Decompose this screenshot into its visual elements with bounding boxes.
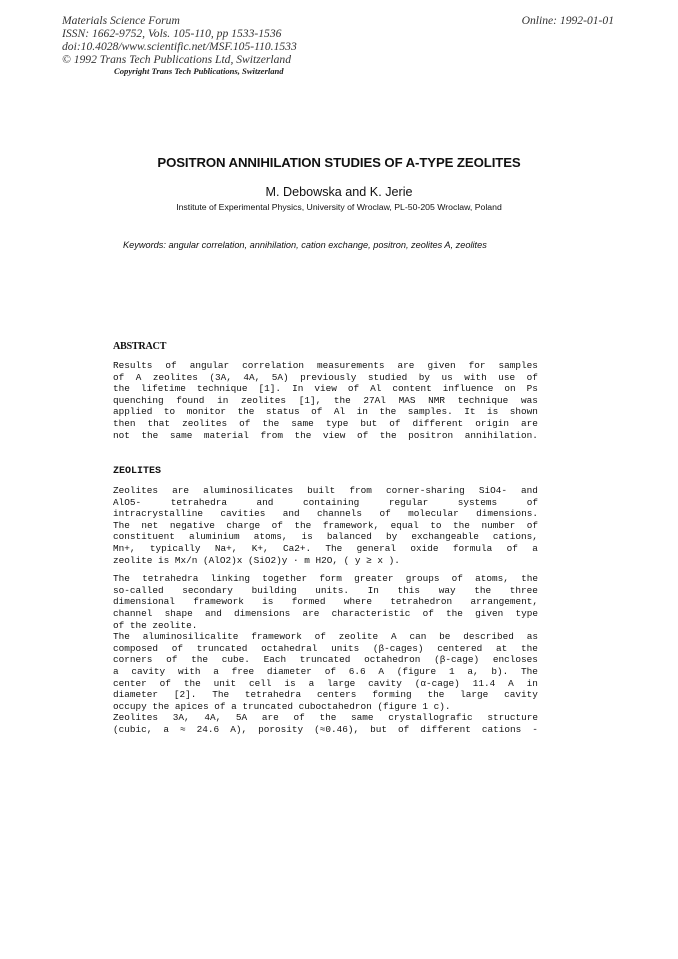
zeolites-line: The tetrahedra linking together form greater groups of atoms, the [113, 573, 538, 585]
issn-line: ISSN: 1662-9752, Vols. 105-110, pp 1533-1536 [62, 27, 282, 40]
zeolites-line: so-called secondary building units. In this way the three [113, 584, 538, 596]
publisher-line: © 1992 Trans Tech Publications Ltd, Switzerland [62, 53, 292, 66]
zeolites-line: constituent aluminium atoms, is balanced by exchangeable cations, [113, 531, 538, 543]
zeolites-line: The aluminosilicalite framework of zeolite A can be described as [113, 631, 538, 643]
paper-authors: M. Debowska and K. Jerie [265, 185, 413, 199]
zeolites-line: Zeolites 3A, 4A, 5A are of the same crystallografic structure [113, 712, 538, 724]
abstract-heading: ABSTRACT [113, 341, 167, 352]
zeolites-line: of the zeolite. [113, 619, 198, 631]
doi-line: doi:10.4028/www.scientific.net/MSF.105-110.1533 [62, 40, 297, 53]
zeolites-line: center of the unit cell is a large cavity (α-cage) 11.4 A in [113, 677, 538, 689]
zeolites-text [113, 485, 538, 735]
abstract-line: of A zeolites (3A, 4A, 5A) previously studied by us with use of [113, 371, 538, 383]
zeolites-line: intracrystalline cavities and channels of molecular dimensions. [113, 508, 538, 520]
abstract-text [113, 360, 538, 441]
paper-title: POSITRON ANNIHILATION STUDIES OF A-TYPE ZEOLITES [157, 155, 521, 170]
zeolites-line: composed of truncated octahedral units (β-cages) centered at the [113, 642, 538, 654]
online-date: Online: 1992-01-01 [521, 14, 614, 27]
zeolites-line: The net negative charge of the framework, equal to the number of [113, 519, 538, 531]
abstract-line: applied to monitor the status of Al in the samples. It is shown [113, 406, 538, 418]
zeolites-line: Zeolites are aluminosilicates built from corner-sharing SiO4- and [113, 485, 538, 496]
zeolites-line: (cubic, a ≈ 24.6 A), porosity (≈0.46), but of different cations - [113, 723, 538, 735]
publication-meta [62, 14, 482, 66]
zeolites-heading: ZEOLITES [113, 466, 162, 477]
zeolites-line: Mn+, typically Na+, K+, Ca2+. The general oxide formula of a [113, 542, 538, 554]
journal-name: Materials Science Forum [62, 14, 180, 27]
author-affiliation: Institute of Experimental Physics, University of Wroclaw, PL-50-205 Wroclaw, Poland [176, 202, 502, 212]
copyright-notice: Copyright Trans Tech Publications, Switzerland [114, 66, 284, 76]
zeolites-line: channel shape and dimensions are characteristic of the given type [113, 607, 538, 619]
zeolites-line: zeolite is Mx/n (AlO2)x (SiO2)y · m H2O, ( y ≥ x ). [113, 554, 400, 566]
zeolites-line: occupy the apices of a truncated cuboctahedron (figure 1 c). [113, 700, 451, 712]
keywords-line: Keywords: angular correlation, annihilation, cation exchange, positron, zeolites A, zeolites [123, 240, 487, 250]
abstract-line: Results of angular correlation measurements are given for samples [113, 360, 538, 371]
abstract-line: not the same material from the view of the positron annihilation. [113, 429, 538, 441]
zeolites-line: diameter [2]. The tetrahedra centers forming the large cavity [113, 689, 538, 701]
abstract-line: the lifetime technique [1]. In view of Al content influence on Ps [113, 383, 538, 395]
zeolites-line: a cavity with a free diameter of 6.6 A (figure 1 a, b). The [113, 665, 538, 677]
abstract-line: then that zeolites of the same type but of different origin are [113, 417, 538, 429]
zeolites-line: AlO5- tetrahedra and containing regular systems of [113, 496, 538, 508]
zeolites-line: dimensional framework is formed where tetrahedron arrangement, [113, 596, 538, 608]
zeolites-line: corners of the cube. Each truncated octahedron (β-cage) encloses [113, 654, 538, 666]
abstract-line: quenching found in zeolites [1], the 27Al MAS NMR technique was [113, 394, 538, 406]
